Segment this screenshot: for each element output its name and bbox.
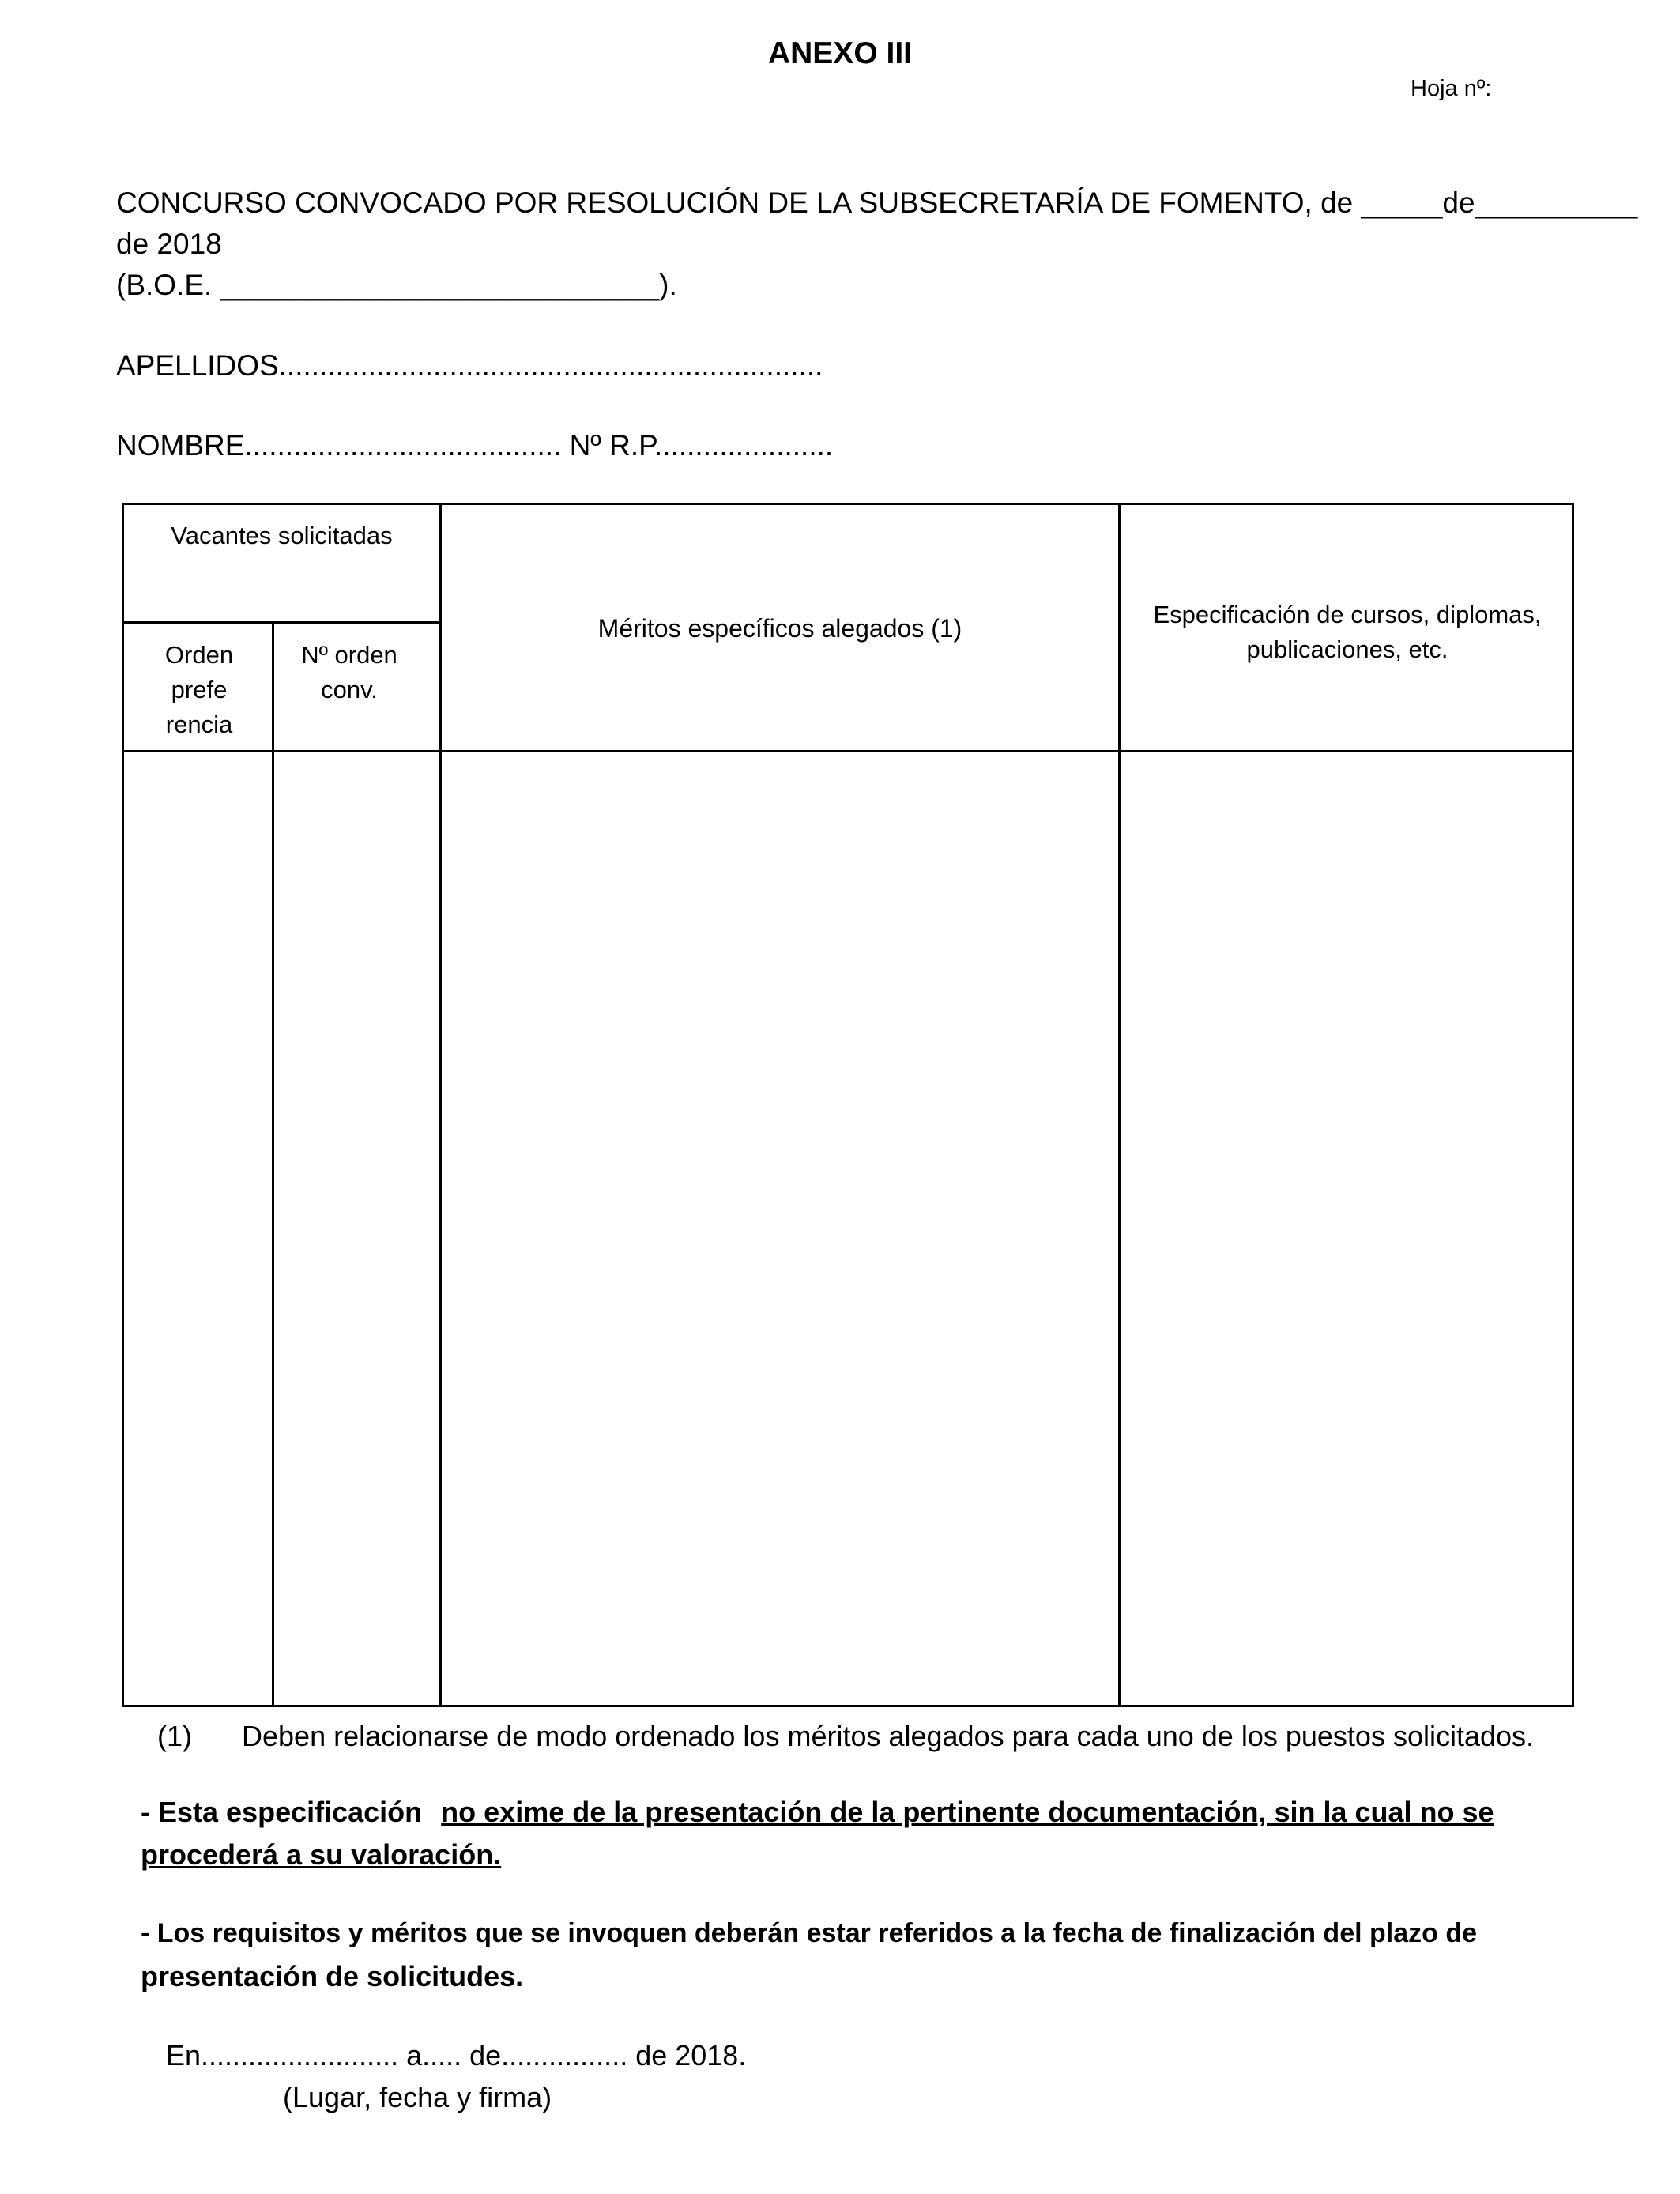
footnote-text: Deben relacionarse de modo ordenado los méritos alegados para cada uno de los puestos solicitados. xyxy=(242,1720,1535,1752)
orden-preferencia-header: Orden prefe rencia xyxy=(164,641,234,738)
surname-field[interactable]: APELLIDOS................................................................... xyxy=(116,349,823,382)
warning-requirements-line2: presentación de solicitudes. xyxy=(141,1960,524,1992)
sheet-number-label: Hoja nº: xyxy=(1411,76,1492,101)
warning-documentation-line2: procederá a su valoración. xyxy=(141,1838,502,1871)
meritos-cell[interactable] xyxy=(442,752,1118,1705)
warning-documentation xyxy=(141,1796,1494,1829)
numero-orden-cell[interactable] xyxy=(274,752,439,1705)
table-border-right xyxy=(1572,503,1574,1707)
footnote-number: (1) xyxy=(157,1720,192,1752)
place-date-field[interactable]: En......................... a..... de................ de 2018. xyxy=(166,2039,747,2071)
signature-caption: (Lugar, fecha y firma) xyxy=(283,2081,552,2113)
contest-header-line2: de 2018 xyxy=(116,228,222,260)
boe-reference-line: (B.O.E. ___________________________). xyxy=(116,269,677,301)
name-and-rp-field[interactable]: NOMBRE....................................... Nº R.P...................... xyxy=(116,429,834,462)
document-title: ANEXO III xyxy=(767,36,913,70)
vacantes-subheader-divider xyxy=(122,621,441,624)
table-border-bottom xyxy=(122,1705,1574,1707)
contest-header-line1: CONCURSO CONVOCADO POR RESOLUCIÓN DE LA SUBSECRETARÍA DE FOMENTO, de _____de__________ xyxy=(116,187,1638,219)
warning-documentation-prefix: - Esta especificación xyxy=(141,1796,423,1828)
numero-orden-header: Nº orden conv. xyxy=(301,641,397,703)
meritos-header: Méritos específicos alegados (1) xyxy=(597,614,962,643)
table-border-top xyxy=(122,503,1574,505)
especificacion-cell[interactable] xyxy=(1121,752,1572,1705)
warning-requirements-line1: - Los requisitos y méritos que se invoquen deberán estar referidos a la fecha de finalización del plazo de xyxy=(141,1918,1478,1948)
vacantes-header: Vacantes solicitadas xyxy=(171,522,393,549)
especificacion-header: Especificación de cursos, diplomas, publicaciones, etc. xyxy=(1153,601,1542,663)
orden-preferencia-cell[interactable] xyxy=(124,752,272,1705)
warning-documentation-underlined: no exime de la presentación de la pertinente documentación, sin la cual no se xyxy=(441,1796,1494,1828)
